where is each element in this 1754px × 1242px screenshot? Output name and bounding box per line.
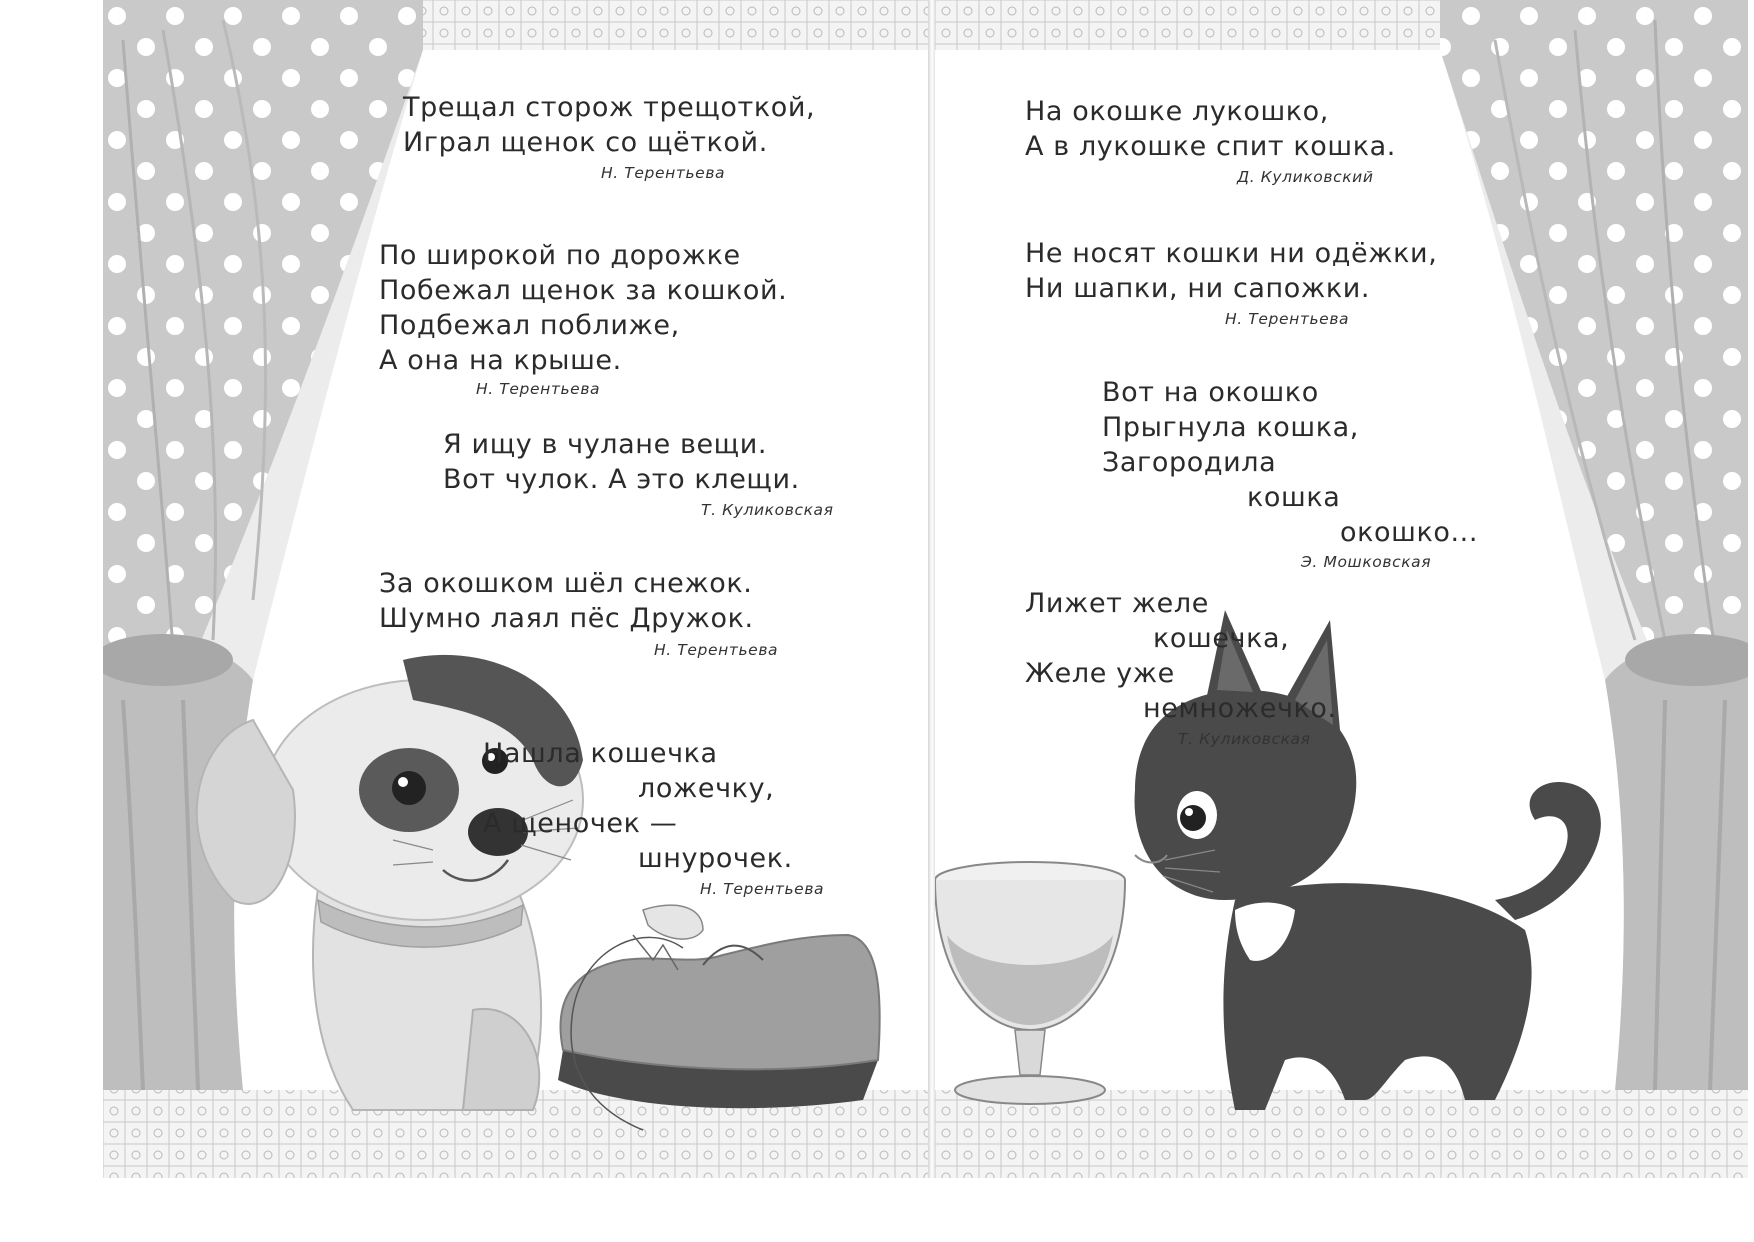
poem-line: Играл щенок со щёткой.	[403, 127, 768, 158]
poem-7	[1025, 236, 1437, 306]
right-page	[935, 0, 1748, 1178]
poem-line: А в лукошке спит кошка.	[1025, 131, 1396, 162]
kitten-tail	[1495, 782, 1601, 920]
poem-2	[379, 238, 787, 378]
poem-author: Н. Терентьева	[700, 880, 825, 898]
poem-line: За окошком шёл снежок.	[379, 568, 753, 599]
poem-line: Подбежал поближе,	[379, 310, 680, 341]
poem-line: ложечку,	[638, 773, 775, 804]
poem-line: По широкой по дорожке	[379, 240, 741, 271]
poem-line: кошка	[1247, 482, 1341, 513]
poem-author: Э. Мошковская	[1301, 553, 1432, 571]
poem-line: Побежал щенок за кошкой.	[379, 275, 788, 306]
poem-9	[1025, 586, 1345, 726]
poem-line: Лижет желе	[1025, 588, 1209, 619]
scan-margin-left	[0, 0, 103, 1242]
poem-line: А она на крыше.	[379, 345, 622, 376]
poem-6	[1025, 94, 1396, 164]
poem-author: Т. Куликовская	[1178, 730, 1311, 748]
poem-line: шнурочек.	[638, 843, 793, 874]
scan-margin-bottom	[0, 1178, 1754, 1242]
left-page	[103, 0, 929, 1178]
poem-line: немножечко.	[1143, 693, 1337, 724]
shoe-upper	[561, 935, 880, 1069]
poem-author: Н. Терентьева	[1225, 310, 1350, 328]
poem-line: Не носят кошки ни одёжки,	[1025, 238, 1438, 269]
poem-line: кошечка,	[1153, 623, 1290, 654]
poem-line: Вот чулок. А это клещи.	[443, 464, 800, 495]
poem-author: Н. Терентьева	[654, 641, 779, 659]
poem-author: Н. Терентьева	[476, 380, 601, 398]
poem-line: Трещал сторож трещоткой,	[403, 92, 816, 123]
poem-3	[443, 427, 800, 497]
poem-line: Прыгнула кошка,	[1102, 412, 1359, 443]
poem-line: Желе уже	[1025, 658, 1175, 689]
poem-1	[403, 90, 815, 160]
poem-8	[1102, 375, 1479, 550]
poem-4	[379, 566, 754, 636]
poem-line: Шумно лаял пёс Дружок.	[379, 603, 754, 634]
poem-author: Т. Куликовская	[701, 501, 834, 519]
poem-line: Загородила	[1102, 447, 1277, 478]
poem-author: Д. Куликовский	[1237, 168, 1374, 186]
poem-line: Я ищу в чулане вещи.	[443, 429, 768, 460]
poem-line: Нашла кошечка	[483, 738, 718, 769]
poem-line: А щеночек —	[483, 808, 678, 839]
poem-line: На окошке лукошко,	[1025, 96, 1329, 127]
poem-line: Ни шапки, ни сапожки.	[1025, 273, 1371, 304]
poem-author: Н. Терентьева	[601, 164, 726, 182]
poem-line: окошко...	[1340, 517, 1479, 548]
poem-5	[483, 736, 929, 876]
poem-line: Вот на окошко	[1102, 377, 1319, 408]
